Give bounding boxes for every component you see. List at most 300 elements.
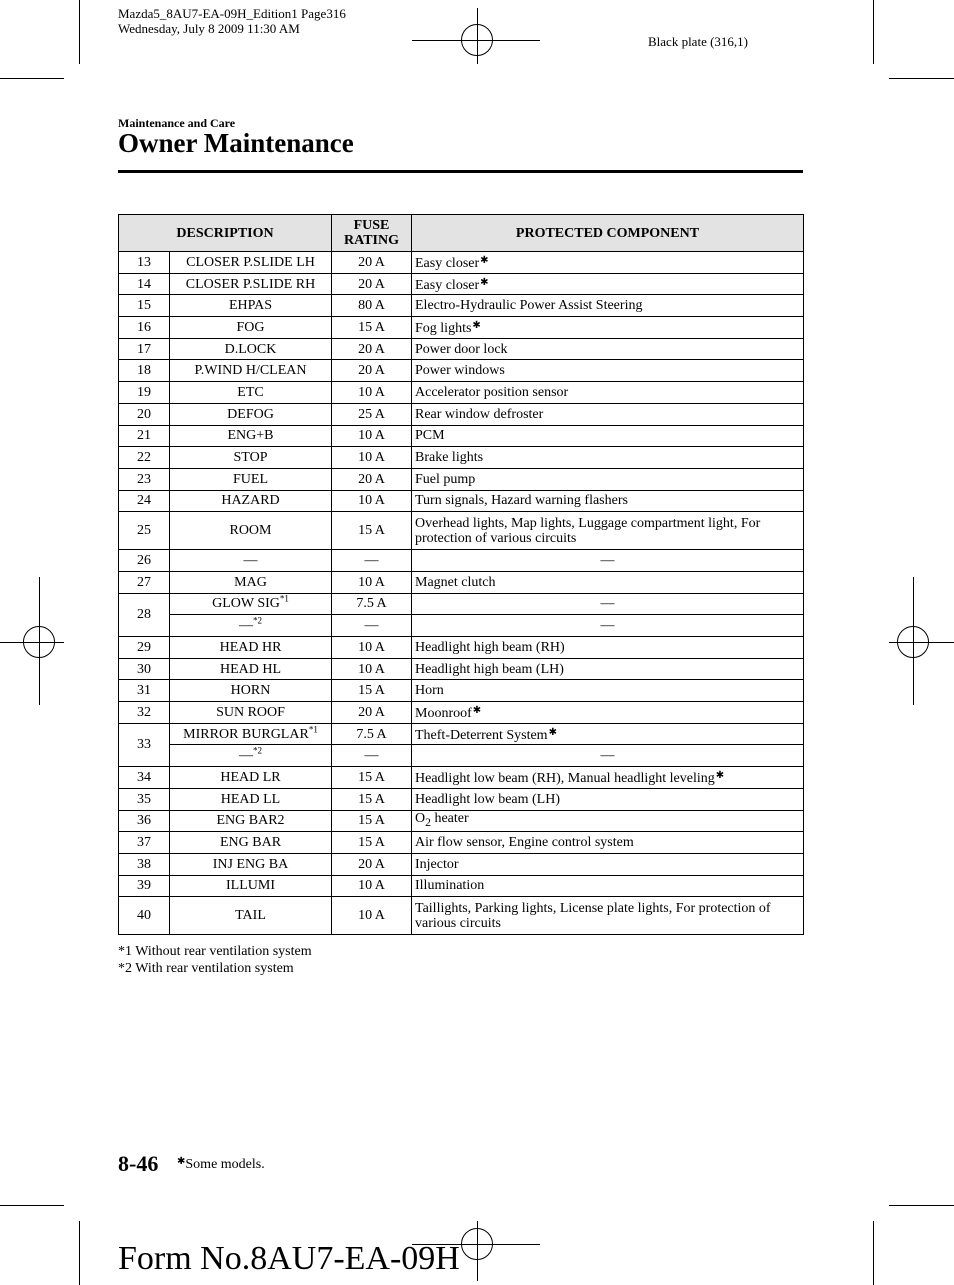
fuse-rating-text: 20 A [358, 363, 385, 379]
fuse-number [119, 425, 170, 447]
fuse-description [170, 680, 332, 702]
table-row [119, 810, 804, 832]
fuse-number [119, 832, 170, 854]
fuse-description-text: GLOW SIG [212, 596, 280, 612]
protected-component [412, 512, 804, 550]
fuse-rating [332, 338, 412, 360]
fuse-rating [332, 512, 412, 550]
fuse-number-text: 24 [137, 493, 151, 509]
fuse-description [170, 252, 332, 274]
protected-component-text: Magnet clutch [415, 574, 496, 590]
fuse-rating-text: 20 A [358, 276, 385, 292]
fuse-number-text: 33 [137, 737, 151, 753]
fuse-number [119, 447, 170, 469]
fuse-rating-text: 10 A [358, 384, 385, 400]
page-title: Owner Maintenance [118, 128, 354, 158]
protected-component [412, 810, 804, 832]
print-header-line2: Wednesday, July 8 2009 11:30 AM [118, 21, 300, 36]
print-header [118, 6, 346, 36]
protected-component [412, 875, 804, 897]
fuse-rating [332, 853, 412, 875]
fuse-description [170, 447, 332, 469]
fuse-description-text: FOG [236, 319, 265, 335]
component-subscript: 2 [425, 816, 431, 830]
protected-component [412, 788, 804, 810]
table-row [119, 447, 804, 469]
table-row [119, 360, 804, 382]
fuse-description [170, 273, 332, 295]
fuse-description [170, 571, 332, 593]
fuse-number-text: 34 [137, 769, 151, 785]
fuse-number [119, 295, 170, 317]
fuse-rating-text: 15 A [358, 835, 385, 851]
table-header-row [119, 215, 804, 252]
fuse-rating-text: 10 A [358, 639, 385, 655]
fuse-rating-text: 80 A [358, 298, 385, 314]
protected-component-text: Easy closer [415, 256, 480, 272]
fuse-rating [332, 403, 412, 425]
footnote: *1 Without rear ventilation system [118, 944, 312, 959]
fuse-description-text: ENG BAR [219, 835, 282, 851]
fuse-description-text: ENG BAR2 [216, 813, 285, 829]
protected-component-text: — [600, 618, 615, 634]
fuse-number [119, 702, 170, 724]
protected-component [412, 425, 804, 447]
fuse-rating [332, 810, 412, 832]
fuse-number-text: 26 [137, 553, 151, 569]
fuse-rating [332, 702, 412, 724]
protected-component-text: Headlight high beam (LH) [415, 661, 564, 677]
protected-component-text: Electro-Hydraulic Power Assist Steering [415, 298, 643, 314]
protected-component [412, 295, 804, 317]
fuse-description [170, 875, 332, 897]
asterisk-icon: ✱ [548, 727, 557, 739]
fuse-rating-text: 15 A [358, 683, 385, 699]
fuse-description [170, 338, 332, 360]
table-row [119, 382, 804, 404]
table-row [119, 593, 804, 615]
table-row [119, 767, 804, 789]
crop-mark [477, 1221, 478, 1281]
table-row [119, 680, 804, 702]
fuse-rating [332, 360, 412, 382]
table-row [119, 490, 804, 512]
fuse-rating-text: 20 A [358, 704, 385, 720]
title-rule [118, 170, 803, 173]
protected-component-text: Illumination [415, 878, 485, 894]
fuse-number-text: 20 [137, 406, 151, 422]
fuse-description [170, 745, 332, 767]
fuse-rating-text: 10 A [358, 574, 385, 590]
fuse-description-text: SUN ROOF [216, 704, 285, 720]
fuse-description-text: HAZARD [221, 493, 280, 509]
some-models-note [176, 1156, 265, 1173]
fuse-rating [332, 550, 412, 572]
fuse-number [119, 680, 170, 702]
fuse-description-text: ETC [237, 384, 264, 400]
fuse-description [170, 593, 332, 615]
fuse-rating-text: — [364, 748, 379, 764]
table-row [119, 468, 804, 490]
crop-mark [889, 642, 954, 643]
plate-label: Black plate (316,1) [648, 34, 748, 49]
footnote-marker: *2 [253, 615, 262, 626]
table-row [119, 512, 804, 550]
fuse-number-text: 30 [137, 661, 151, 677]
asterisk-icon: ✱ [480, 277, 489, 289]
header-fuse-rating [332, 215, 412, 252]
fuse-description [170, 767, 332, 789]
asterisk-icon: ✱ [715, 770, 725, 782]
crop-mark [0, 642, 64, 643]
header-description: DESCRIPTION [119, 215, 332, 252]
fuse-rating-text: — [364, 618, 379, 634]
table-row [119, 745, 804, 767]
page-number: 8-46 [118, 1151, 159, 1176]
fuse-description-text: ILLUMI [226, 878, 275, 894]
fuse-table-body [119, 252, 804, 935]
footnote-marker: *2 [253, 745, 262, 756]
asterisk-icon: ✱ [472, 320, 481, 332]
protected-component-text: Power door lock [415, 341, 508, 357]
protected-component-text: Headlight low beam (LH) [415, 791, 561, 807]
crop-mark [889, 1205, 954, 1206]
fuse-rating [332, 788, 412, 810]
protected-component [412, 615, 804, 637]
protected-component-text: Headlight high beam (RH) [415, 639, 565, 655]
fuse-rating-text: 7.5 A [356, 596, 387, 612]
protected-component-text: — [600, 596, 615, 612]
fuse-number-text: 16 [137, 319, 151, 335]
protected-component-text: Turn signals, Hazard warning flashers [415, 493, 628, 509]
fuse-number [119, 468, 170, 490]
fuse-rating-text: 15 A [358, 319, 385, 335]
fuse-rating-text: 15 A [358, 523, 385, 539]
fuse-number [119, 767, 170, 789]
protected-component-text: heater [430, 811, 469, 827]
crop-mark [79, 0, 80, 64]
fuse-description-text: — [243, 553, 258, 569]
protected-component [412, 680, 804, 702]
table-row [119, 615, 804, 637]
protected-component [412, 853, 804, 875]
table-row [119, 788, 804, 810]
fuse-rating-text: 20 A [358, 856, 385, 872]
protected-component [412, 490, 804, 512]
fuse-number-text: 40 [137, 908, 151, 924]
fuse-description-text: HEAD LL [220, 791, 281, 807]
table-row [119, 875, 804, 897]
crop-mark [39, 577, 40, 705]
asterisk-icon: ✱ [480, 255, 489, 267]
fuse-rating-text: — [364, 553, 379, 569]
protected-component-text: Easy closer [415, 278, 480, 294]
protected-component [412, 658, 804, 680]
fuse-rating [332, 593, 412, 615]
fuse-number [119, 360, 170, 382]
protected-component [412, 317, 804, 339]
fuse-description [170, 382, 332, 404]
fuse-rating [332, 680, 412, 702]
table-row [119, 897, 804, 935]
crop-mark [79, 1221, 80, 1285]
fuse-number-text: 15 [137, 298, 151, 314]
fuse-description-text: DEFOG [227, 406, 274, 422]
fuse-description-text: STOP [233, 450, 268, 466]
protected-component [412, 767, 804, 789]
fuse-number-text: 28 [137, 607, 151, 623]
fuse-number-text: 18 [137, 363, 151, 379]
fuse-rating [332, 767, 412, 789]
fuse-rating [332, 745, 412, 767]
table-row [119, 252, 804, 274]
fuse-description-text: INJ ENG BA [212, 856, 289, 872]
protected-component [412, 468, 804, 490]
protected-component-text: Brake lights [415, 450, 484, 466]
fuse-number [119, 273, 170, 295]
fuse-number-text: 29 [137, 639, 151, 655]
protected-component [412, 550, 804, 572]
fuse-number [119, 338, 170, 360]
fuse-rating-text: 10 A [358, 493, 385, 509]
protected-component-text: Injector [415, 856, 459, 872]
fuse-description [170, 658, 332, 680]
fuse-description [170, 897, 332, 935]
fuse-number-text: 35 [137, 791, 151, 807]
fuse-description-text: TAIL [235, 908, 266, 924]
fuse-number [119, 317, 170, 339]
fuse-rating-text: 25 A [358, 406, 385, 422]
fuse-description-text: MAG [234, 574, 267, 590]
protected-component [412, 745, 804, 767]
fuse-rating-text: 10 A [358, 878, 385, 894]
fuse-description [170, 788, 332, 810]
header-rating-line1: FUSE [353, 218, 390, 233]
footnotes [118, 943, 312, 977]
protected-component [412, 382, 804, 404]
fuse-rating-text: 20 A [358, 254, 385, 270]
fuse-description [170, 702, 332, 724]
fuse-number [119, 810, 170, 832]
fuse-description [170, 403, 332, 425]
protected-component-text: Fog lights [415, 321, 472, 337]
fuse-rating-text: 10 A [358, 428, 385, 444]
fuse-description [170, 317, 332, 339]
fuse-description [170, 468, 332, 490]
fuse-description-text: HEAD LR [220, 769, 281, 785]
crop-mark [0, 1205, 64, 1206]
footnote: *2 With rear ventilation system [118, 961, 294, 976]
fuse-description-text: — [239, 618, 253, 634]
protected-component [412, 360, 804, 382]
fuse-number [119, 853, 170, 875]
fuse-description [170, 637, 332, 659]
fuse-description-text: EHPAS [228, 298, 273, 314]
fuse-rating [332, 832, 412, 854]
protected-component [412, 832, 804, 854]
fuse-number-text: 14 [137, 276, 151, 292]
fuse-number [119, 875, 170, 897]
protected-component-text: Accelerator position sensor [415, 384, 569, 400]
protected-component [412, 593, 804, 615]
fuse-number [119, 571, 170, 593]
crop-mark [873, 0, 874, 64]
fuse-rating [332, 447, 412, 469]
fuse-rating [332, 658, 412, 680]
crop-mark [913, 577, 914, 705]
protected-component-text: Horn [415, 683, 444, 699]
fuse-description-text: ENG+B [227, 428, 274, 444]
fuse-description-text: ROOM [229, 523, 272, 539]
fuse-rating-text: 10 A [358, 908, 385, 924]
fuse-rating-text: 20 A [358, 471, 385, 487]
fuse-rating [332, 637, 412, 659]
protected-component [412, 273, 804, 295]
fuse-rating [332, 273, 412, 295]
table-row [119, 295, 804, 317]
crop-mark [873, 1221, 874, 1285]
table-row [119, 338, 804, 360]
fuse-rating [332, 490, 412, 512]
table-row [119, 317, 804, 339]
fuse-number-text: 31 [137, 683, 151, 699]
table-row [119, 853, 804, 875]
protected-component [412, 403, 804, 425]
protected-component-text: Power windows [415, 363, 505, 379]
protected-component [412, 637, 804, 659]
fuse-description-text: HORN [230, 683, 271, 699]
protected-component-text: Taillights, Parking lights, License plate lights, For protection of various circuits [415, 900, 771, 931]
fuse-description [170, 490, 332, 512]
fuse-description-text: CLOSER P.SLIDE RH [185, 276, 316, 292]
fuse-description [170, 615, 332, 637]
fuse-rating-text: 10 A [358, 450, 385, 466]
table-row [119, 702, 804, 724]
component-prefix: O [415, 811, 426, 827]
crop-mark [477, 8, 478, 64]
fuse-description [170, 832, 332, 854]
fuse-description-text: HEAD HR [219, 639, 282, 655]
fuse-rating-text: 10 A [358, 661, 385, 677]
fuse-rating [332, 425, 412, 447]
table-row [119, 637, 804, 659]
fuse-description [170, 810, 332, 832]
protected-component [412, 447, 804, 469]
fuse-description-text: MIRROR BURGLAR [183, 726, 309, 742]
crop-mark [889, 78, 954, 79]
fuse-rating-text: 7.5 A [356, 726, 387, 742]
protected-component [412, 252, 804, 274]
fuse-rating [332, 875, 412, 897]
protected-component [412, 702, 804, 724]
fuse-rating [332, 382, 412, 404]
fuse-description [170, 723, 332, 745]
header-rating-line2: RATING [344, 233, 399, 248]
fuse-number [119, 403, 170, 425]
fuse-description-text: P.WIND H/CLEAN [194, 363, 307, 379]
fuse-rating-text: 15 A [358, 813, 385, 829]
fuse-number [119, 658, 170, 680]
footnote-marker: *1 [308, 723, 318, 734]
protected-component [412, 723, 804, 745]
fuse-description [170, 360, 332, 382]
fuse-rating [332, 468, 412, 490]
fuse-description [170, 550, 332, 572]
protected-component [412, 338, 804, 360]
fuse-rating [332, 615, 412, 637]
fuse-description [170, 295, 332, 317]
fuse-number-text: 36 [137, 813, 151, 829]
crop-mark [412, 40, 540, 41]
fuse-number-text: 19 [137, 384, 151, 400]
protected-component-text: — [600, 553, 615, 569]
fuse-description [170, 512, 332, 550]
fuse-table [118, 214, 804, 935]
fuse-description-text: FUEL [233, 471, 268, 487]
protected-component-text: — [600, 748, 615, 764]
fuse-description [170, 853, 332, 875]
protected-component-text: Moonroof [415, 706, 472, 722]
protected-component [412, 897, 804, 935]
table-row [119, 273, 804, 295]
fuse-number [119, 252, 170, 274]
protected-component [412, 571, 804, 593]
protected-component-text: Fuel pump [415, 471, 476, 487]
fuse-rating [332, 252, 412, 274]
fuse-number-text: 25 [137, 523, 151, 539]
fuse-description-text: CLOSER P.SLIDE LH [186, 254, 315, 270]
header-protected-component: PROTECTED COMPONENT [412, 215, 804, 252]
table-row [119, 550, 804, 572]
fuse-description-text: — [239, 748, 253, 764]
protected-component-text: Air flow sensor, Engine control system [415, 835, 634, 851]
fuse-number [119, 550, 170, 572]
fuse-number-text: 39 [137, 878, 151, 894]
table-row [119, 425, 804, 447]
fuse-rating-text: 15 A [358, 769, 385, 785]
fuse-rating-text: 15 A [358, 791, 385, 807]
fuse-number [119, 593, 170, 636]
table-row [119, 723, 804, 745]
protected-component-text: PCM [415, 428, 445, 444]
fuse-rating [332, 897, 412, 935]
fuse-rating [332, 723, 412, 745]
fuse-rating [332, 295, 412, 317]
fuse-number-text: 37 [137, 835, 151, 851]
table-row [119, 403, 804, 425]
section-label: Maintenance and Care [118, 116, 236, 130]
fuse-number [119, 788, 170, 810]
fuse-description [170, 425, 332, 447]
some-models-text: Some models. [185, 1157, 265, 1172]
table-row [119, 832, 804, 854]
protected-component-text: Theft-Deterrent System [415, 728, 548, 744]
fuse-number [119, 382, 170, 404]
table-row [119, 571, 804, 593]
protected-component-text: Rear window defroster [415, 406, 544, 422]
fuse-rating [332, 317, 412, 339]
crop-mark [0, 78, 64, 79]
fuse-number-text: 23 [137, 471, 151, 487]
fuse-number-text: 27 [137, 574, 151, 590]
fuse-number-text: 13 [137, 254, 151, 270]
fuse-number-text: 22 [137, 450, 151, 466]
fuse-number [119, 723, 170, 766]
protected-component-text: Headlight low beam (RH), Manual headlight leveling [415, 771, 715, 787]
fuse-rating [332, 571, 412, 593]
asterisk-icon: ✱ [472, 705, 482, 717]
fuse-number [119, 490, 170, 512]
